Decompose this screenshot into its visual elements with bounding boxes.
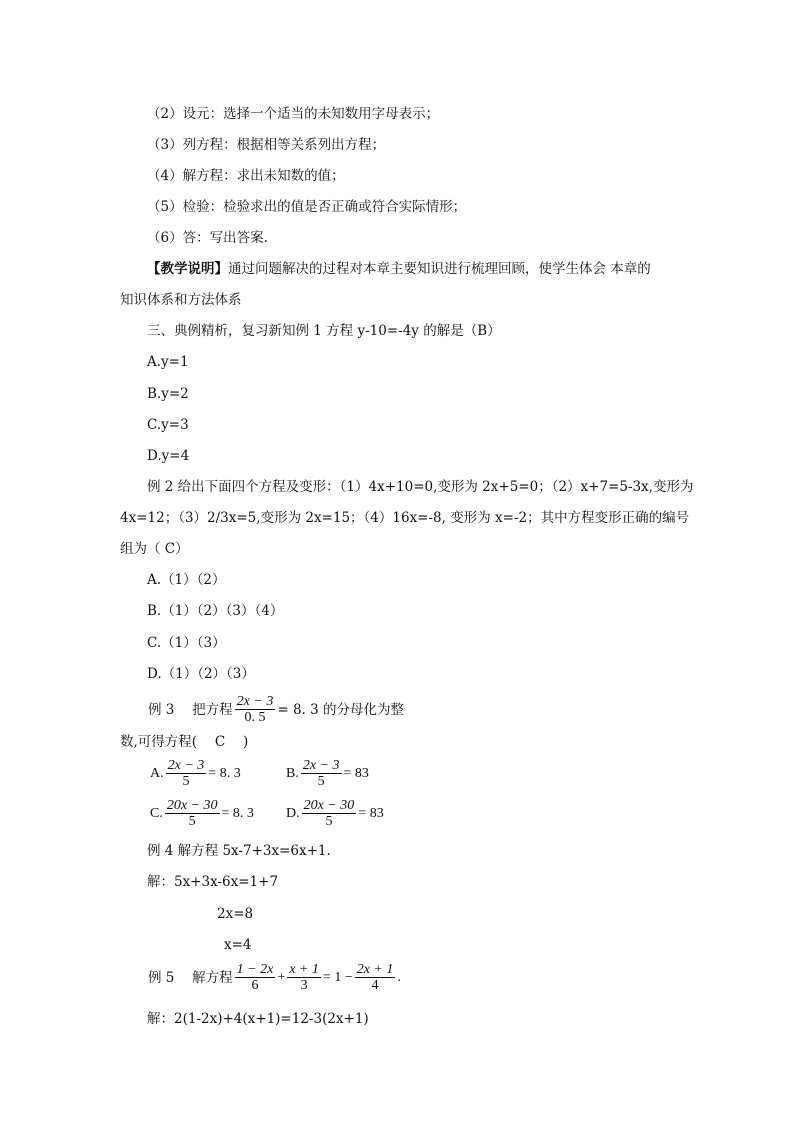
option-label: D. — [286, 805, 300, 821]
example5-question — [148, 962, 401, 993]
option-d-fraction — [302, 798, 357, 829]
equals-one-minus: = 1 − — [322, 969, 353, 985]
option-rhs: = 8. 3 — [208, 765, 241, 781]
example1-option-a: A.y=1 — [147, 354, 189, 370]
option-c-fraction — [165, 798, 220, 829]
fraction-denominator: 0. 5 — [244, 710, 266, 725]
example5-solution: 解：2(1-2x)+4(x+1)=12-3(2x+1) — [147, 1011, 369, 1027]
step-3: （3）列方程：根据相等关系列出方程； — [147, 137, 386, 153]
example2-option-b: B.（1）（2）（3）（4） — [147, 603, 284, 619]
option-rhs: = 83 — [358, 805, 384, 821]
example3-option-c — [150, 798, 254, 829]
example3-option-d — [286, 798, 384, 829]
option-label: B. — [286, 765, 299, 781]
step-6: （6）答：写出答案. — [147, 230, 268, 246]
fraction-numerator: 1 − 2x — [236, 962, 274, 977]
example3-fraction — [235, 694, 276, 725]
example2-line3: 组为（ C） — [120, 541, 189, 557]
example2-line1: 例 2 给出下面四个方程及变形：（1）4x+10=0,变形为 2x+5=0；（2）x+7=5-3x,变形为 — [147, 479, 694, 495]
fraction-denominator: 6 — [251, 978, 259, 993]
plus-sign: + — [277, 969, 286, 985]
fraction-numerator: 2x − 3 — [302, 758, 340, 773]
option-a-fraction — [166, 758, 207, 789]
fraction-denominator: 4 — [371, 978, 379, 993]
option-rhs: = 8. 3 — [221, 805, 254, 821]
example3-option-b — [286, 758, 369, 789]
example4-line4: x=4 — [224, 937, 252, 953]
example3-question — [148, 694, 404, 725]
fraction-denominator: 5 — [188, 814, 196, 829]
fraction-denominator: 5 — [325, 814, 333, 829]
example2-option-d: D.（1）（2）（3） — [147, 666, 255, 682]
teaching-note-line2: 知识体系和方法体系 — [120, 292, 242, 308]
example3-prefix: 例 3 把方程 — [148, 701, 233, 718]
example2-option-a: A.（1）（2） — [147, 572, 226, 588]
example4-line3: 2x=8 — [217, 906, 254, 922]
example2-line2: 4x=12；（3）2/3x=5,变形为 2x=15；（4）16x=-8, 变形为 x=-2；其中方程变形正确的编号 — [120, 510, 690, 526]
option-label: A. — [150, 765, 164, 781]
example5-prefix: 例 5 解方程 — [148, 969, 233, 986]
example4-line2: 解：5x+3x-6x=1+7 — [147, 874, 279, 890]
example1-option-d: D.y=4 — [147, 448, 190, 464]
example2-option-c: C.（1）（3） — [147, 635, 226, 651]
option-rhs: = 83 — [343, 765, 369, 781]
fraction-denominator: 5 — [182, 774, 190, 789]
example1-option-b: B.y=2 — [147, 386, 189, 402]
example5-fraction-3 — [355, 962, 396, 993]
example4-line1: 例 4 解方程 5x-7+3x=6x+1. — [147, 843, 331, 859]
example5-fraction-2 — [287, 962, 321, 993]
step-4: （4）解方程：求出未知数的值； — [147, 168, 345, 184]
example3-line2: 数,可得方程( C ) — [120, 734, 249, 750]
example3-suffix: = 8. 3 的分母化为整 — [277, 701, 404, 718]
example5-fraction-1 — [235, 962, 276, 993]
teaching-note-line1 — [147, 259, 651, 279]
fraction-numerator: 20x − 30 — [303, 798, 355, 813]
fraction-denominator: 5 — [317, 774, 325, 789]
fraction-denominator: 3 — [300, 978, 308, 993]
period: . — [397, 969, 401, 985]
fraction-numerator: 20x − 30 — [166, 798, 218, 813]
teaching-note-text: 通过问题解决的过程对本章主要知识进行梳理回顾，使学生体会 本章的 — [228, 261, 651, 277]
option-b-fraction — [301, 758, 342, 789]
example3-option-a — [150, 758, 241, 789]
step-2: （2）设元：选择一个适当的未知数用字母表示； — [147, 106, 440, 122]
teaching-note-tag: 【教学说明】 — [147, 261, 228, 277]
option-label: C. — [150, 805, 163, 821]
fraction-numerator: x + 1 — [289, 962, 319, 977]
section3-heading: 三、典例精析，复习新知例 1 方程 y-10=-4y 的解是（B） — [147, 323, 501, 339]
fraction-numerator: 2x − 3 — [167, 758, 205, 773]
example1-option-c: C.y=3 — [147, 417, 189, 433]
fraction-numerator: 2x + 1 — [356, 962, 394, 977]
fraction-numerator: 2x − 3 — [236, 694, 274, 709]
step-5: （5）检验：检验求出的值是否正确或符合实际情形； — [147, 199, 467, 215]
